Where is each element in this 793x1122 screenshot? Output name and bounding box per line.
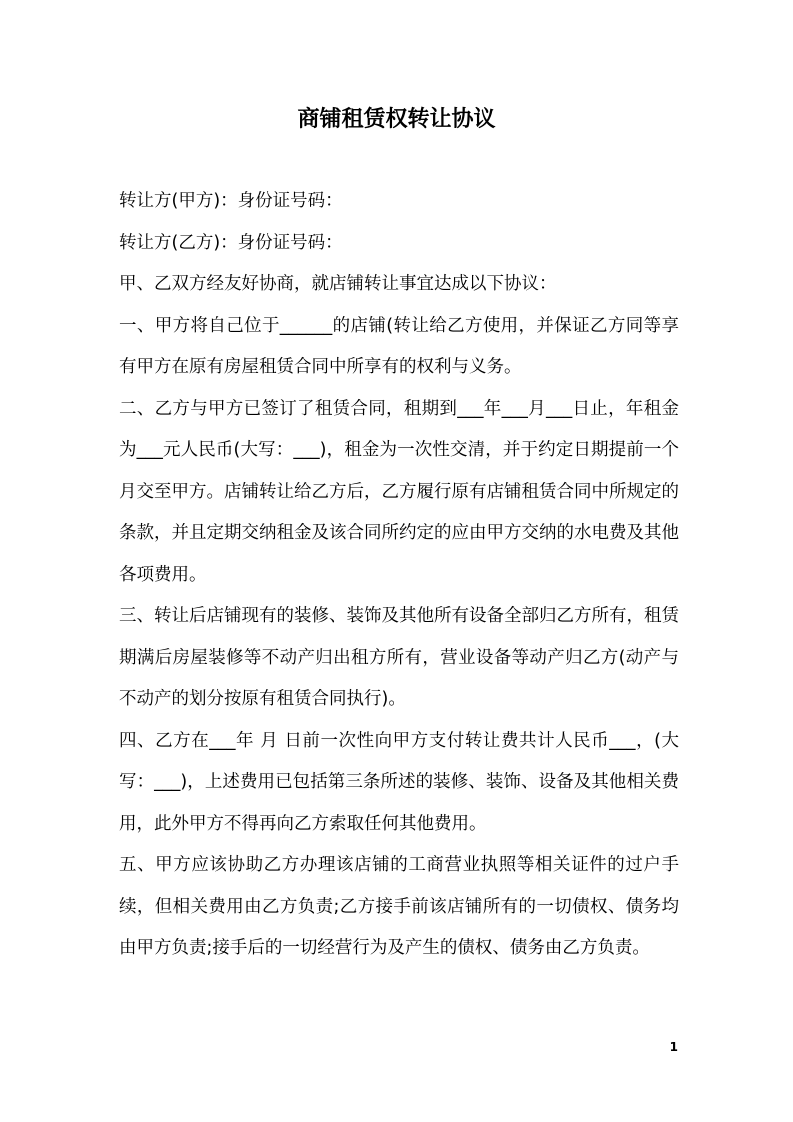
clause-3: 三、转让后店铺现有的装修、装饰及其他所有设备全部归乙方所有，租赁期满后房屋装修等不动产归出租方所有，营业设备等动产归乙方(动产与不动产的划分按原有租赁合同执行)。 [119, 606, 679, 709]
agreement-intro: 甲、乙双方经友好协商，就店铺转让事宜达成以下协议： [119, 274, 557, 294]
document-body [119, 181, 679, 970]
clause-4: 四、乙方在___年 月 日前一次性向甲方支付转让费共计人民币___，(大写：___)，上述费用已包括第三条所述的装修、装饰、设备及其他相关费用，此外甲方不得再向乙方索取任何其他费用。 [119, 730, 679, 834]
party-a-line: 转让方(甲方)：身份证号码： [119, 191, 343, 211]
page-number: 1 [669, 1040, 678, 1054]
clause-2: 二、乙方与甲方已签订了租赁合同，租期到___年___月___日止，年租金为___元人民币(大写：___)，租金为一次性交清，并于约定日期提前一个月交至甲方。店铺转让给乙方后，乙方履行原有店铺租赁合同中所规定的条款，并且定期交纳租金及该合同所约定的应由甲方交纳的水电费及其他各项费用。 [119, 398, 679, 585]
clause-5: 五、甲方应该协助乙方办理该店铺的工商营业执照等相关证件的过户手续，但相关费用由乙方负责;乙方接手前该店铺所有的一切债权、债务均由甲方负责;接手后的一切经营行为及产生的债权、债务由乙方负责。 [119, 855, 679, 958]
party-b-line: 转让方(乙方)：身份证号码： [119, 232, 343, 253]
document-title: 商铺租赁权转让协议 [297, 107, 496, 132]
clause-1: 一、甲方将自己位于______的店铺(转让给乙方使用，并保证乙方同等享有甲方在原有房屋租赁合同中所享有的权利与义务。 [119, 315, 679, 377]
